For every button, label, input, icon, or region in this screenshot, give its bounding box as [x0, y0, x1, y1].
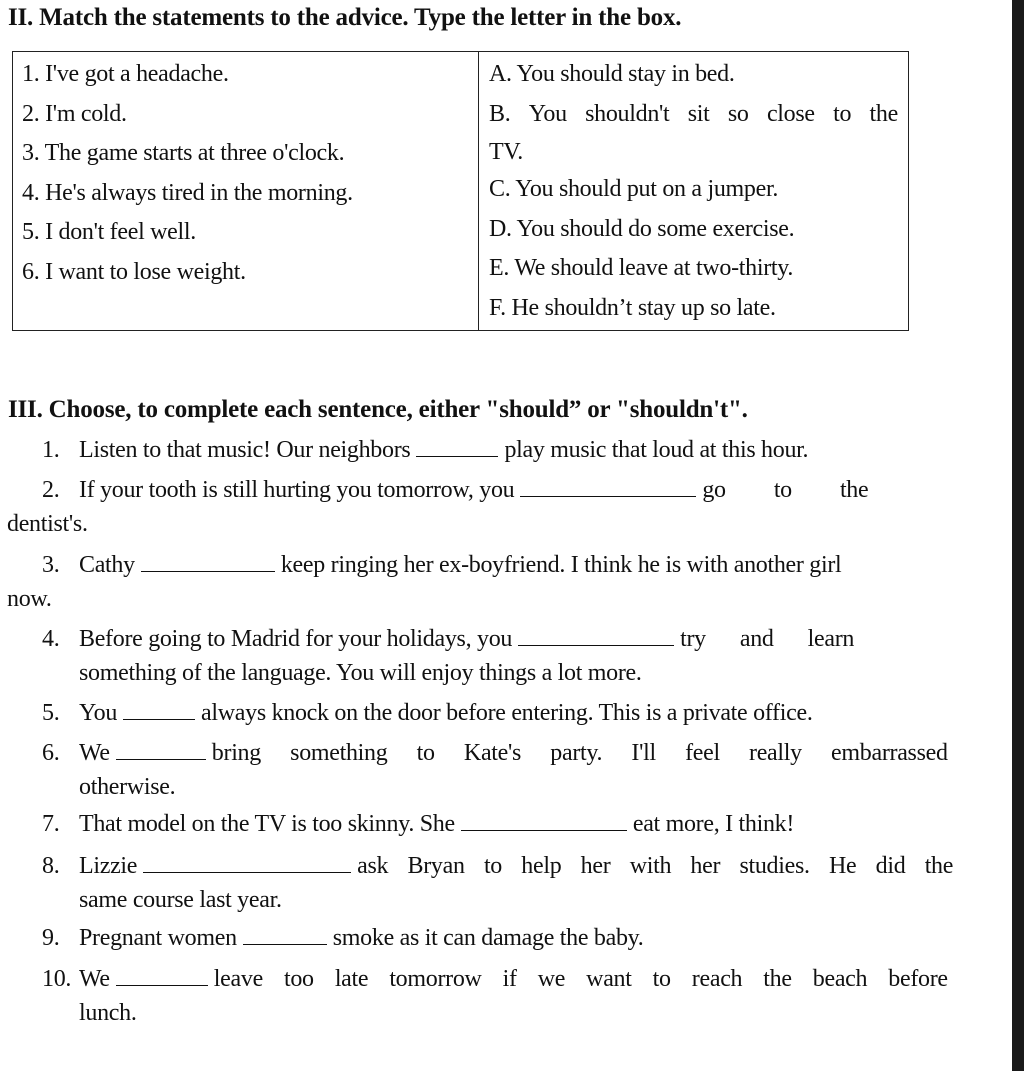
advice-b-word: You	[528, 100, 567, 127]
item-text-before: You	[79, 700, 118, 726]
answer-blank[interactable]	[518, 623, 674, 646]
item-number: 5.	[42, 700, 60, 726]
item-number: 7.	[42, 811, 60, 837]
matching-table	[12, 51, 909, 331]
answer-blank[interactable]	[116, 963, 208, 986]
item-text-before: Before going to Madrid for your holidays, you	[79, 626, 513, 652]
item-number: 1.	[42, 437, 60, 463]
item-continuation: dentist's.	[7, 511, 88, 537]
list-item	[0, 621, 965, 691]
answer-blank[interactable]	[123, 697, 195, 720]
item-text-after: ask Bryan to help her with her studies. He did the	[357, 853, 954, 879]
list-item	[0, 472, 965, 542]
advice-d: D. You should do some exercise.	[489, 215, 795, 242]
list-item	[0, 848, 965, 918]
item-text-after: smoke as it can damage the baby.	[332, 925, 644, 951]
item-continuation: same course last year.	[79, 887, 282, 913]
item-text-before: We	[79, 966, 110, 992]
list-item	[0, 806, 965, 844]
list-item	[0, 547, 965, 617]
answer-blank[interactable]	[520, 474, 696, 497]
item-text-before: We	[79, 740, 110, 766]
item-number: 6.	[42, 740, 60, 766]
item-number: 8.	[42, 853, 60, 879]
item-text-before: Listen to that music! Our neighbors	[79, 437, 411, 463]
statement-6: 6. I want to lose weight.	[22, 258, 246, 285]
item-continuation: now.	[7, 586, 52, 612]
item-text-after: try and learn	[680, 626, 855, 652]
item-number: 4.	[42, 626, 60, 652]
answer-blank[interactable]	[141, 549, 275, 572]
advice-a: A. You should stay in bed.	[489, 61, 735, 87]
statement-4: 4. He's always tired in the morning.	[22, 179, 353, 206]
answer-blank[interactable]	[416, 434, 498, 457]
list-item	[0, 695, 965, 733]
advice-b-word: shouldn't	[585, 100, 670, 127]
right-edge-bar	[1012, 0, 1024, 1071]
answer-blank[interactable]	[143, 850, 351, 873]
statement-1: 1. I've got a headache.	[22, 61, 229, 87]
item-continuation: something of the language. You will enjoy things a lot more.	[79, 660, 642, 686]
list-item	[0, 920, 965, 958]
item-number: 9.	[42, 925, 60, 951]
advice-b-word: B.	[489, 100, 511, 127]
item-text-after: eat more, I think!	[632, 811, 795, 837]
item-text-after: leave too late tomorrow if we want to reach the beach before	[213, 966, 948, 992]
item-text-after: always knock on the door before entering. This is a private office.	[201, 700, 813, 726]
statement-2: 2. I'm cold.	[22, 100, 127, 127]
advice-b-line1	[489, 95, 908, 135]
item-continuation: lunch.	[79, 1000, 137, 1026]
statement-3: 3. The game starts at three o'clock.	[22, 140, 345, 166]
advice-b-word: close	[766, 100, 815, 127]
item-text-before: Pregnant women	[79, 925, 237, 951]
advice-cell	[479, 52, 909, 331]
advice-b-word: to	[833, 100, 852, 127]
item-number: 3.	[42, 552, 60, 578]
answer-blank[interactable]	[116, 737, 206, 760]
advice-b-line2: TV.	[489, 139, 523, 165]
advice-c: C. You should put on a jumper.	[489, 176, 779, 202]
item-number: 2.	[42, 477, 60, 503]
item-text-before: Lizzie	[79, 853, 138, 879]
list-item	[0, 432, 965, 470]
answer-blank[interactable]	[243, 922, 327, 945]
item-continuation: otherwise.	[79, 774, 176, 800]
advice-e: E. We should leave at two-thirty.	[489, 255, 794, 281]
advice-f: F. He shouldn’t stay up so late.	[489, 294, 776, 321]
section-3-title: III. Choose, to complete each sentence, either "should” or "shouldn't".	[8, 396, 748, 423]
item-text-before: If your tooth is still hurting you tomorrow, you	[79, 477, 515, 503]
statement-5: 5. I don't feel well.	[22, 219, 196, 245]
item-text-after: bring something to Kate's party. I'll feel really embarrassed	[211, 740, 948, 766]
exercise-list	[0, 432, 965, 1031]
advice-b-word: the	[869, 100, 898, 127]
advice-b-word: sit	[687, 100, 710, 127]
list-item	[0, 961, 965, 1031]
section-2-title: II. Match the statements to the advice. Type the letter in the box.	[8, 4, 682, 31]
advice-b-word: so	[727, 100, 749, 127]
statements-cell	[13, 52, 479, 331]
item-text-after: play music that loud at this hour.	[504, 437, 809, 463]
list-item	[0, 735, 965, 805]
item-text-after: keep ringing her ex-boyfriend. I think he is with another girl	[280, 552, 842, 578]
answer-blank[interactable]	[461, 808, 627, 831]
item-text-before: Cathy	[79, 552, 135, 578]
item-text-before: That model on the TV is too skinny. She	[79, 811, 455, 837]
item-text-after: go to the	[702, 477, 869, 503]
item-number: 10.	[42, 966, 72, 992]
